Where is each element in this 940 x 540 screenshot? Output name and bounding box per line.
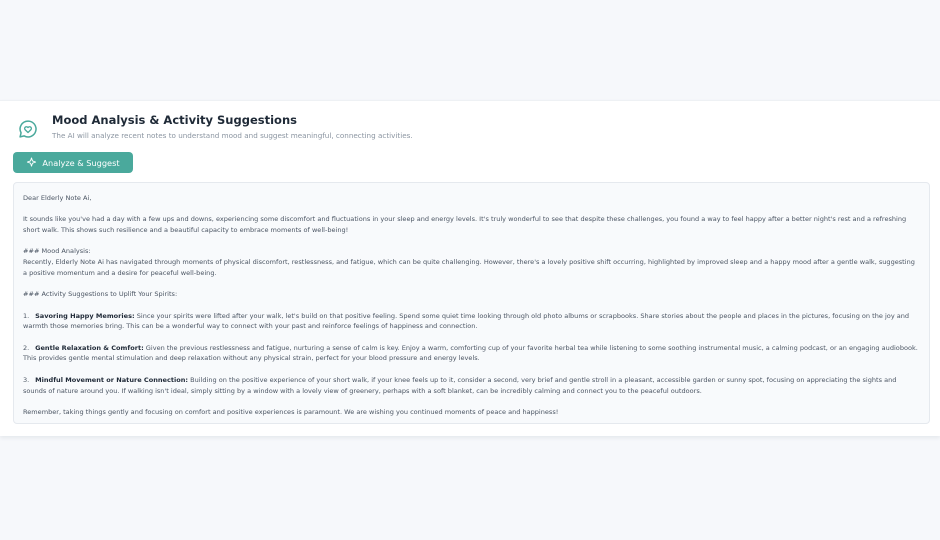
- suggestion-item: [23, 375, 920, 396]
- suggestion-title: Gentle Relaxation & Comfort:: [35, 343, 144, 352]
- suggestion-title: Savoring Happy Memories:: [35, 311, 135, 320]
- suggestions-heading: ### Activity Suggestions to Uplift Your Spirits:: [23, 290, 178, 299]
- suggestion-number: 2.: [23, 343, 30, 352]
- analysis-heading: ### Mood Analysis:: [23, 247, 91, 256]
- suggestion-item: [23, 311, 920, 332]
- suggestion-number: 3.: [23, 375, 30, 384]
- analysis-result: [13, 182, 930, 424]
- suggestion-text: Building on the positive experience of your short walk, if your knee feels up to it, consider a second, very brief and gentle stroll in a pleasant, accessible garden or sunny spot, focusing on appreciating the sights and sounds of nature around you. If walking isn't ideal, simply sitting by a window with a lovely view of greenery, perhaps with a soft blanket, can be incredibly calming and connect you to the peaceful outdoors.: [23, 375, 897, 395]
- analysis-text: Recently, Elderly Note Ai has navigated through moments of physical discomfort, restlessness, and fatigue, which can be quite challenging. However, there's a lovely positive shift occurring, highlighted by improved sleep and a happy mood after a gentle walk, suggesting a positive momentum and a desire for peaceful well-being.: [23, 258, 915, 277]
- suggestion-number: 1.: [23, 311, 30, 320]
- suggestion-text: Given the previous restlessness and fatigue, nurturing a sense of calm is key. Enjoy a warm, comforting cup of your favorite herbal tea while listening to some soothing instrumental music, a calming podcast, or an engaging audiobook. This provides gentle mental stimulation and deep relaxation without any physical strain, perfect for your blood pressure and energy levels.: [23, 343, 918, 363]
- analyze-suggest-button[interactable]: [13, 152, 133, 173]
- suggestion-text: Since your spirits were lifted after your walk, let's build on that positive feeling. Spend some quiet time looking through old photo albums or scrapbooks. Share stories about the people and places in the pictures, focusing on the joy and warmth those memories bring. This can be a wonderful way to connect with your past and reinforce feelings of happiness and connection.: [23, 311, 910, 331]
- sparkle-icon: [26, 157, 37, 168]
- card-title: Mood Analysis & Activity Suggestions: [52, 113, 297, 127]
- result-greeting: Dear Elderly Note Ai,: [23, 194, 92, 202]
- result-intro: It sounds like you've had a day with a few ups and downs, experiencing some discomfort and fluctuations in your sleep and energy levels. It's truly wonderful to see that despite these challenges, you found a way to feel happy after a better night's rest and a refreshing short walk. This shows such resilience and a beautiful capacity to embrace moments of well-being!: [23, 215, 907, 235]
- card-subtitle: The AI will analyze recent notes to understand mood and suggest meaningful, connecting activities.: [52, 131, 413, 140]
- analyze-suggest-label: Analyze & Suggest: [42, 157, 120, 168]
- chat-heart-icon: [18, 119, 38, 139]
- card-header: [18, 113, 413, 141]
- mood-analysis-card: [0, 100, 940, 436]
- suggestion-item: [23, 343, 920, 364]
- result-closing: Remember, taking things gently and focusing on comfort and positive experiences is paramount. We are wishing you continued moments of peace and happiness!: [23, 407, 559, 416]
- suggestion-title: Mindful Movement or Nature Connection:: [35, 375, 189, 384]
- header-text: [52, 113, 413, 141]
